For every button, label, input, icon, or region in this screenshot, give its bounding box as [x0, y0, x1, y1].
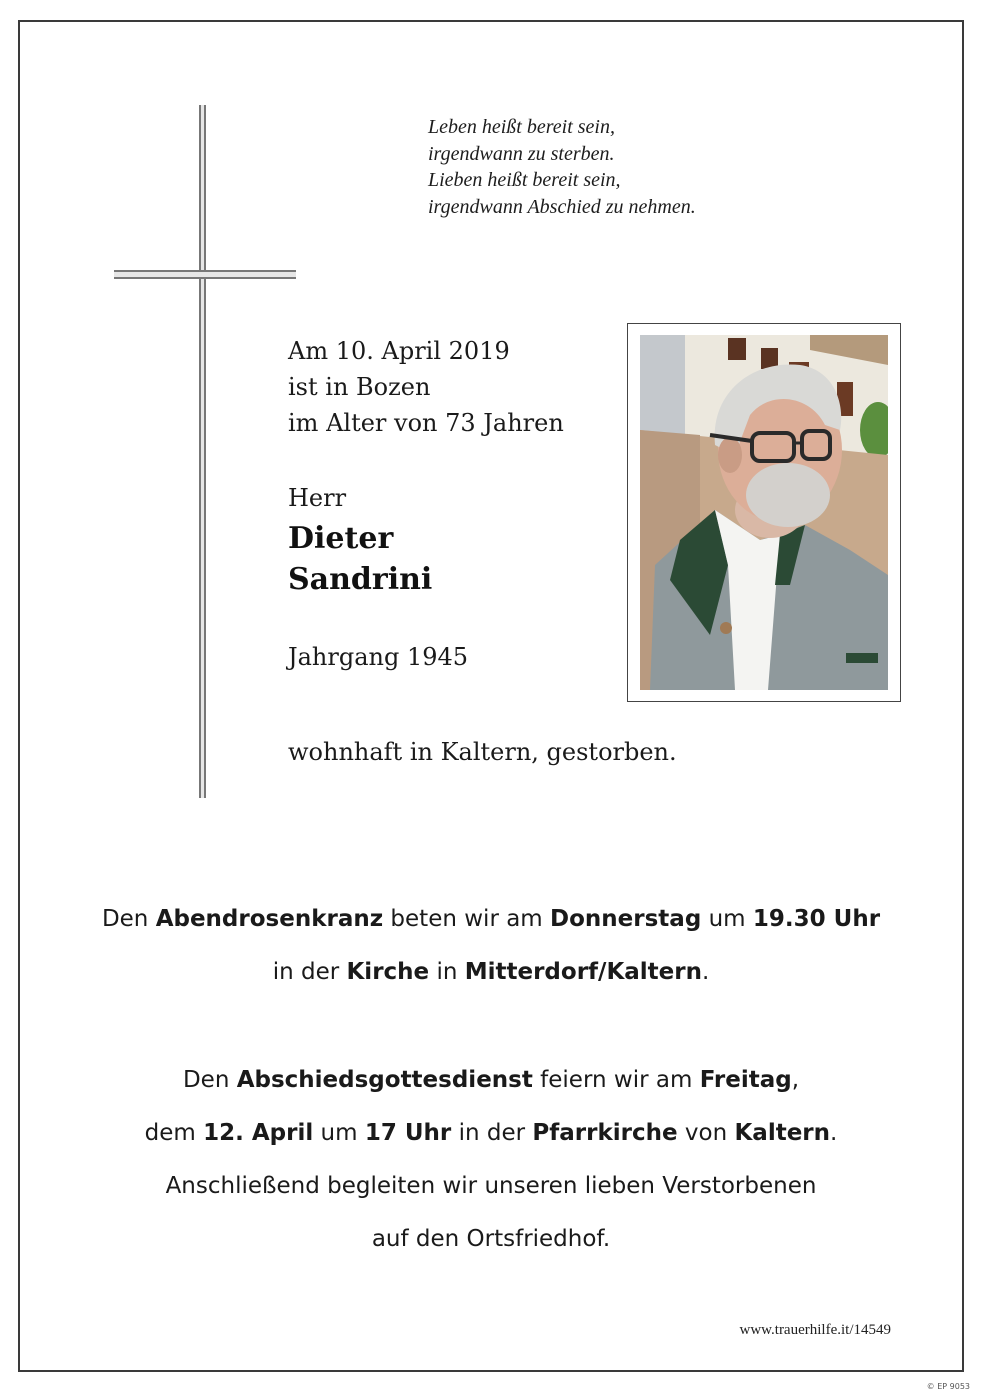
quote-line: Leben heißt bereit sein,	[428, 116, 615, 138]
death-date-line: Am 10. April 2019	[288, 337, 510, 365]
mass-line-3: Anschließend begleiten wir unseren lieben Verstorbenen	[165, 1173, 817, 1199]
cross-icon-horizontal-beam	[114, 270, 296, 279]
bold-segment: Abendrosenkranz	[155, 906, 384, 932]
first-name: Dieter	[288, 521, 394, 556]
rosary-line-2	[18, 946, 964, 999]
text-segment: dem	[144, 1120, 204, 1146]
mass-line-2	[18, 1107, 964, 1160]
cross-icon-vertical-beam	[199, 105, 206, 798]
text-segment: feiern wir am	[532, 1067, 700, 1093]
rosary-line-1	[18, 893, 964, 946]
last-name: Sandrini	[288, 562, 433, 597]
text-segment: in	[429, 959, 465, 985]
mass-line-1	[18, 1054, 964, 1107]
text-segment: von	[677, 1120, 735, 1146]
bold-segment: 19.30 Uhr	[752, 906, 881, 932]
death-place-line: ist in Bozen	[288, 373, 431, 401]
print-stamp: © EP 9053	[926, 1382, 970, 1391]
death-age-line: im Alter von 73 Jahren	[288, 409, 564, 437]
text-segment: in der	[451, 1120, 533, 1146]
quote-line: Lieben heißt bereit sein,	[428, 169, 621, 191]
bold-segment: Kaltern	[734, 1120, 831, 1146]
rosary-notice	[18, 893, 964, 999]
quote-line: irgendwann Abschied zu nehmen.	[428, 195, 696, 218]
bold-segment: Kirche	[346, 959, 430, 985]
text-segment: beten wir am	[383, 906, 551, 932]
residence-line: wohnhaft in Kaltern, gestorben.	[288, 738, 677, 766]
bold-segment: 12. April	[203, 1120, 314, 1146]
mass-line-4: auf den Ortsfriedhof.	[371, 1226, 611, 1252]
bold-segment: Mitterdorf/Kaltern	[464, 959, 702, 985]
birth-year: Jahrgang 1945	[288, 643, 469, 671]
text-segment: .	[702, 959, 710, 985]
bold-segment: 17 Uhr	[364, 1120, 452, 1146]
bold-segment: Freitag	[699, 1067, 792, 1093]
death-announcement	[288, 333, 618, 441]
memorial-quote	[428, 114, 808, 220]
text-segment: Den	[101, 906, 156, 932]
portrait-frame	[627, 323, 901, 702]
bold-segment: Donnerstag	[550, 906, 702, 932]
text-segment: um	[701, 906, 753, 932]
portrait-photo	[640, 335, 888, 690]
text-segment: um	[313, 1120, 365, 1146]
salutation: Herr	[288, 484, 347, 512]
text-segment: .	[830, 1120, 838, 1146]
bold-segment: Pfarrkirche	[532, 1120, 678, 1146]
website-link[interactable]: www.trauerhilfe.it/14549	[739, 1322, 891, 1338]
funeral-mass-notice	[18, 1054, 964, 1266]
quote-line: irgendwann zu sterben.	[428, 142, 615, 165]
text-segment: in der	[272, 959, 347, 985]
text-segment: ,	[791, 1067, 800, 1093]
text-segment: Den	[182, 1067, 237, 1093]
deceased-name	[288, 518, 432, 600]
bold-segment: Abschiedsgottesdienst	[236, 1067, 533, 1093]
